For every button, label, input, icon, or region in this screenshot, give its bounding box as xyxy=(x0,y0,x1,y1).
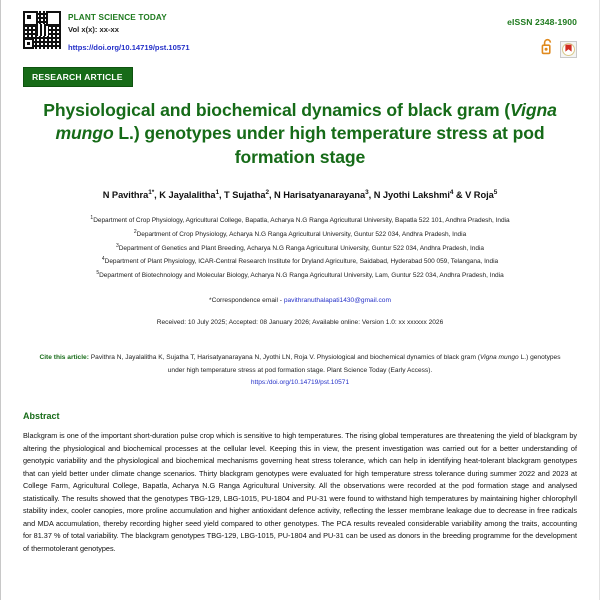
journal-doi-link[interactable]: https://doi.org/10.14719/pst.10571 xyxy=(68,42,190,52)
author-name: N Harisatyanarayana$^3$ xyxy=(274,189,369,201)
abstract-body: Blackgram is one of the important short-duration pulse crop which is sensitive to high temperatures. The rising global temperatures are threatening the yield of blackgram by altering the physiological and biochemical processes at the cellular level. Keeping this in view, the present investigation was carried out for a better understanding of genotypic variability and the physiological and biochemical mechanisms governing heat stress tolerance, which can help in identifying heat-tolerant blackgram genotypes that can yield better under climate change scenarios. Thirty blackgram genotypes were evaluated for high temperature stress tolerance during summer 2022 and 2023 at College Farm, Agricultural College, Bapatla, Acharya N.G Ranga Agricultural University. All the observations were recorded at the pod formation stage and analysed statistically. The results showed that the genotypes TBG-129, LBG-1015, PU-1804 and PU-31 were found to withstand high temperatures by maintaining higher chlorophyll stability index, cooler canopies, more proline accumulation and higher antioxidant defence activity, reflecting the lesser membrane leakage due to decrease in free radicals and MDA accumulation, thereby recording higher seed yield compared to other genotypes. The PCA results revealed considerable variability among the traits, accounting for 81.37 % of total variability. The blackgram genotypes TBG-129, LBG-1015, PU-1804 and PU-31 can be used as donors in the breeding programme for the development of thermotolerant genotypes. xyxy=(23,430,577,553)
header-badges xyxy=(507,38,577,60)
publication-dates: Received: 10 July 2025; Accepted: 08 January 2026; Available online: Version 1.0: xx xxxxxx 2026 xyxy=(156,319,444,327)
affiliation-item xyxy=(23,269,577,283)
correspondence-line xyxy=(23,297,577,304)
page-title xyxy=(35,99,565,169)
author-list: N Pavithra$^{1*}$, K Jayalalitha$^1$, T Sujatha$^2$, N Harisatyanarayana$^3$, N Jyothi Lakshmi$^4$ & V Roja$^5$ xyxy=(102,189,498,201)
cite-text-before: Pavithra N, Jayalalitha K, Sujatha T, Harisatyanarayana N, Jyothi LN, Roja V. Physiological and biochemical dynamics of black gram ( xyxy=(88,354,480,362)
cite-this-article xyxy=(23,352,577,389)
journal-identifiers xyxy=(507,11,577,60)
affiliation-sup: 5 xyxy=(96,269,100,276)
article-type-badge: RESEARCH ARTICLE xyxy=(23,67,133,87)
cite-label: Cite this article: xyxy=(39,354,89,362)
journal-name: PLANT SCIENCE TODAY xyxy=(68,13,167,22)
crossmark-badge-icon[interactable] xyxy=(560,41,577,58)
affiliation-sup: 1 xyxy=(90,215,94,222)
author-name: V Roja$^5$ xyxy=(465,189,498,201)
author-sup: 5 xyxy=(493,189,498,197)
cite-text-after: L.) genotypes under high temperature stress at pod formation stage. Plant Science Today (Early Access). xyxy=(167,354,561,374)
cite-species-italic: Vigna mungo xyxy=(479,354,519,362)
author-name: K Jayalalitha$^1$ xyxy=(159,189,219,201)
affiliation-item xyxy=(23,228,577,242)
affiliation-sup: 2 xyxy=(133,228,137,235)
affiliation-item xyxy=(23,242,577,256)
author-sup: 1* xyxy=(148,189,155,197)
affiliation-item xyxy=(23,255,577,269)
author-sup: 2 xyxy=(265,189,269,197)
eissn-label: eISSN 2348-1900 xyxy=(507,17,577,27)
affiliation-text: Department of Biotechnology and Molecular Biology, Acharya N.G Ranga Agricultural University, Lam, Guntur 522 034, Andhra Pradesh, India xyxy=(99,271,504,279)
affiliation-list xyxy=(23,214,577,282)
abstract-heading: Abstract xyxy=(23,410,60,421)
affiliation-text: Department of Plant Physiology, ICAR-Central Research Institute for Dryland Agriculture, Saidabad, Hyderabad 500 059, Telangana, India xyxy=(104,258,499,266)
affiliation-text: Department of Genetics and Plant Breeding, Acharya N.G Ranga Agricultural University, Guntur 522 034, Andhra Pradesh, India xyxy=(118,244,484,252)
page-header xyxy=(23,0,577,58)
cite-doi-link[interactable]: https:/doi.org/10.14719/pst.10571 xyxy=(250,378,350,386)
journal-masthead xyxy=(23,11,190,55)
author-sup: 1 xyxy=(215,189,219,197)
affiliation-sup: 3 xyxy=(115,242,119,249)
qr-code-icon[interactable] xyxy=(23,11,61,49)
author-name: N Jyothi Lakshmi$^4$ xyxy=(373,189,454,201)
affiliation-text: Department of Crop Physiology, Acharya N.G Ranga Agricultural University, Guntur 522 034, Andhra Pradesh, India xyxy=(136,231,467,239)
correspondence-email-link[interactable]: pavithranuthalapati1430@gmail.com xyxy=(283,297,391,305)
open-access-lock-icon[interactable] xyxy=(541,38,554,60)
title-part-1: Physiological and biochemical dynamics of black gram ( xyxy=(43,100,511,120)
title-species-italic: Vigna mungo xyxy=(55,100,557,144)
author-name: T Sujatha$^2$ xyxy=(224,189,269,201)
author-sup: 3 xyxy=(365,189,369,197)
title-part-2: L.) genotypes under high temperature stress at pod formation stage xyxy=(113,123,545,167)
affiliation-item xyxy=(23,214,577,228)
journal-volume: Vol x(x): xx-xx xyxy=(68,24,119,34)
affiliation-text: Department of Crop Physiology, Agricultural College, Bapatla, Acharya N.G Ranga Agricultural University, Bapatla 522 101, Andhra Pradesh, India xyxy=(93,217,510,225)
correspondence-label: *Correspondence email - xyxy=(209,297,284,305)
author-name: N Pavithra$^{1*}$ xyxy=(102,189,155,201)
affiliation-sup: 4 xyxy=(101,256,105,263)
author-sup: 4 xyxy=(449,189,454,197)
